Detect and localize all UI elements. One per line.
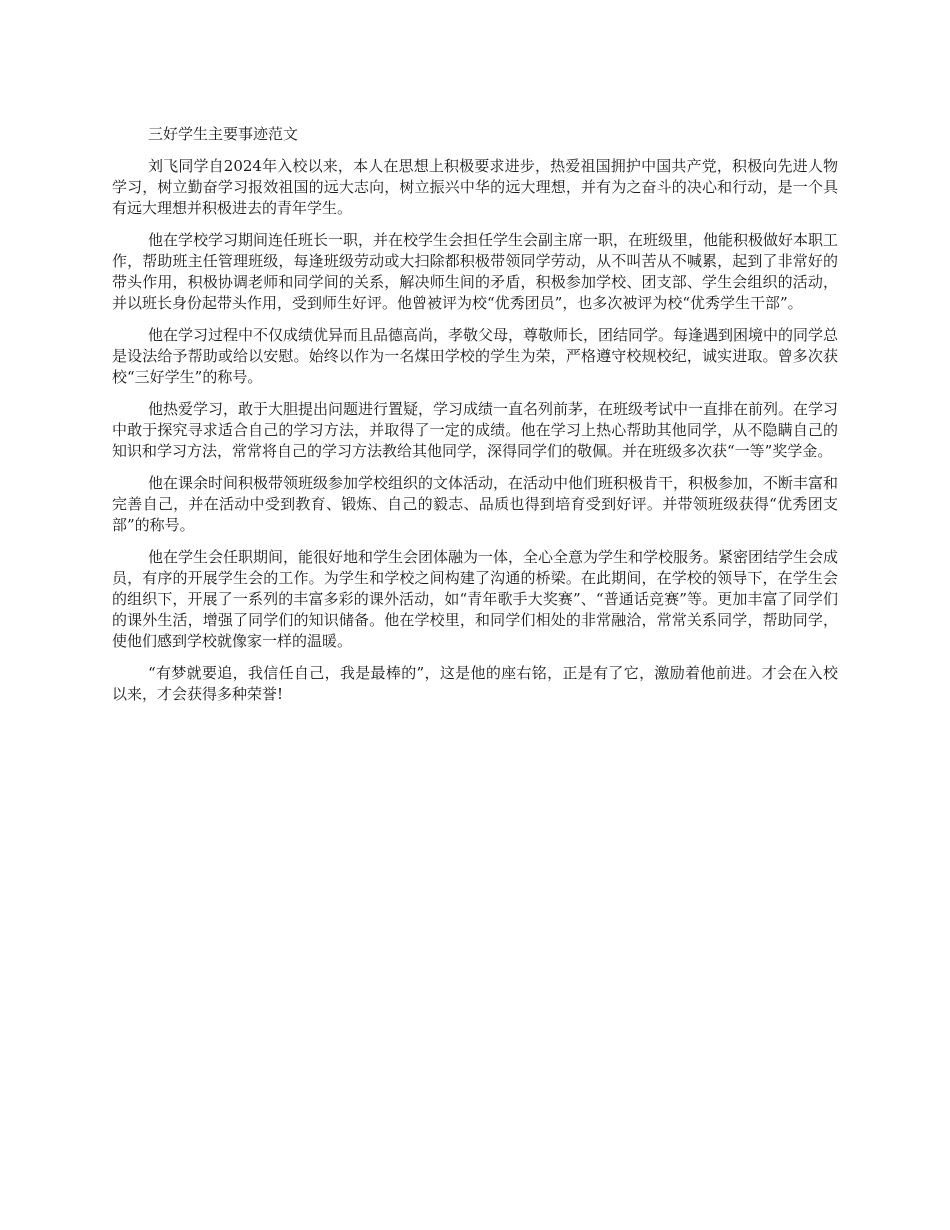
paragraph-7: “有梦就要追，我信任自己，我是最棒的”，这是他的座右铭，正是有了它，激励着他前进。才会在入校以来，才会获得多种荣誉! (112, 664, 838, 703)
paragraph-1: 刘飞同学自2024年入校以来，本人在思想上积极要求进步，热爱祖国拥护中国共产党，积极向先进人物学习，树立勤奋学习报效祖国的远大志向，树立振兴中华的远大理想，并有为之奋斗的决心和行动，是一个具有远大理想并积极进去的青年学生。 (112, 157, 838, 217)
paragraph-6: 他在学生会任职期间，能很好地和学生会团体融为一体，全心全意为学生和学校服务。紧密团结学生会成员，有序的开展学生会的工作。为学生和学校之间构建了沟通的桥梁。在此期间，在学校的领导下，在学生会的组织下，开展了一系列的丰富多彩的课外活动，如“青年歌手大奖赛”、“普通话竞赛”等。更加丰富了同学们的课外生活，增强了同学们的知识储备。他在学校里，和同学们相处的非常融洽，常常关系同学，帮助同学，使他们感到学校就像家一样的温暖。 (112, 548, 839, 650)
paragraph-2: 他在学校学习期间连任班长一职，并在校学生会担任学生会副主席一职，在班级里，他能积极做好本职工作，帮助班主任管理班级，每逢班级劳动或大扫除都积极带领同学劳动，从不叫苦从不喊累，起到了非常好的带头作用，积极协调老师和同学间的关系，解决师生间的矛盾，积极参加学校、团支部、学生会组织的活动，并以班长身份起带头作用，受到师生好评。他曾被评为校“优秀团员”，也多次被评为校“优秀学生干部”。 (112, 231, 839, 312)
document-body (112, 124, 838, 716)
document-title: 三好学生主要事迹范文 (148, 125, 299, 143)
paragraph-5: 他在课余时间积极带领班级参加学校组织的文体活动，在活动中他们班积极肯干，积极参加，不断丰富和完善自己，并在活动中受到教育、锻炼、自己的毅志、品质也得到培育受到好评。并带领班级获得“优秀团支部”的称号。 (112, 474, 839, 534)
paragraph-4: 他热爱学习，敢于大胆提出问题进行置疑，学习成绩一直名列前茅，在班级考试中一直排在前列。在学习中敢于探究寻求适合自己的学习方法，并取得了一定的成绩。他在学习上热心帮助其他同学，从不隐瞒自己的知识和学习方法，常常将自己的学习方法教给其他同学，深得同学们的敬佩。并在班级多次获“一等”奖学金。 (112, 400, 839, 460)
paragraph-3: 他在学习过程中不仅成绩优异而且品德高尚，孝敬父母，尊敬师长，团结同学。每逢遇到困境中的同学总是设法给予帮助或给以安慰。始终以作为一名煤田学校的学生为荣，严格遵守校规校纪，诚实进取。曾多次获校“三好学生”的称号。 (112, 326, 839, 386)
